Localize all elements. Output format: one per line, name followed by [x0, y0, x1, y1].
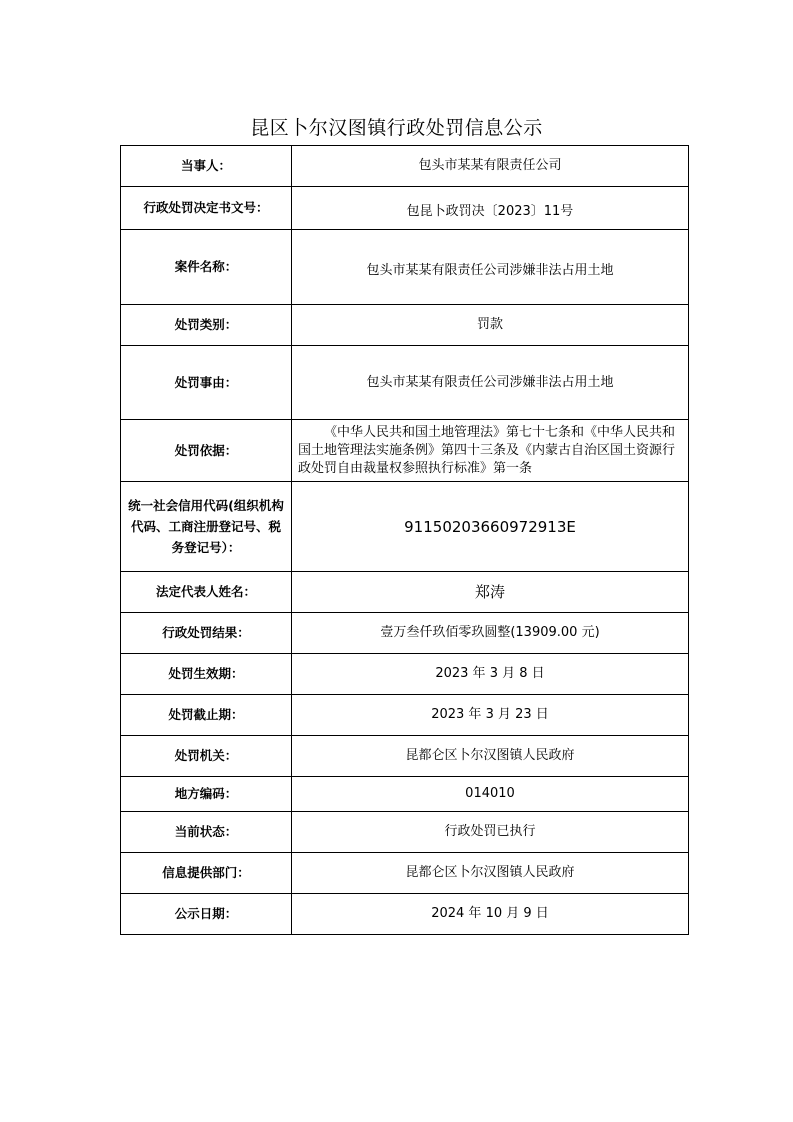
penalty-info-table — [120, 145, 689, 935]
table-row — [121, 187, 689, 230]
field-value: 行政处罚已执行 — [292, 812, 689, 853]
field-value: 郑涛 — [292, 572, 689, 613]
table-row — [121, 812, 689, 853]
field-value: 2024 年 10 月 9 日 — [292, 894, 689, 935]
table-row — [121, 777, 689, 812]
field-label: 处罚依据： — [121, 420, 292, 482]
table-row — [121, 572, 689, 613]
field-value: 包头市某某有限责任公司 — [292, 146, 689, 187]
table-row — [121, 654, 689, 695]
field-label: 处罚机关： — [121, 736, 292, 777]
page-title: 昆区卜尔汉图镇行政处罚信息公示 — [250, 117, 543, 139]
field-label: 公示日期： — [121, 894, 292, 935]
field-value: 014010 — [292, 777, 689, 812]
field-value: 2023 年 3 月 8 日 — [292, 654, 689, 695]
field-value: 罚款 — [292, 305, 689, 346]
field-value: 包头市某某有限责任公司涉嫌非法占用土地 — [292, 230, 689, 305]
field-label: 处罚截止期： — [121, 695, 292, 736]
field-label: 当前状态： — [121, 812, 292, 853]
field-value: 昆都仑区卜尔汉图镇人民政府 — [292, 736, 689, 777]
table-row — [121, 420, 689, 482]
field-value: 包头市某某有限责任公司涉嫌非法占用土地 — [292, 346, 689, 420]
table-row — [121, 230, 689, 305]
field-label: 统一社会信用代码(组织机构代码、工商注册登记号、税务登记号）： — [121, 482, 292, 572]
table-row — [121, 305, 689, 346]
field-value: 《中华人民共和国土地管理法》第七十七条和《中华人民共和国土地管理法实施条例》第四十三条及《内蒙古自治区国土资源行政处罚自由裁量权参照执行标准》第一条 — [292, 420, 689, 482]
field-label: 行政处罚决定书文号： — [121, 187, 292, 230]
table-row — [121, 613, 689, 654]
field-label: 信息提供部门： — [121, 853, 292, 894]
field-label: 案件名称： — [121, 230, 292, 305]
field-value: 壹万叁仟玖佰零玖圆整(13909.00 元) — [292, 613, 689, 654]
field-label: 当事人： — [121, 146, 292, 187]
field-value: 2023 年 3 月 23 日 — [292, 695, 689, 736]
field-label: 地方编码： — [121, 777, 292, 812]
table-row — [121, 346, 689, 420]
field-label: 法定代表人姓名： — [121, 572, 292, 613]
table-row — [121, 146, 689, 187]
table-row — [121, 736, 689, 777]
table-row — [121, 482, 689, 572]
field-value: 昆都仑区卜尔汉图镇人民政府 — [292, 853, 689, 894]
field-label: 处罚类别： — [121, 305, 292, 346]
table-row — [121, 894, 689, 935]
field-value: 包昆卜政罚决〔2023〕11号 — [292, 187, 689, 230]
field-label: 处罚事由： — [121, 346, 292, 420]
table-row — [121, 695, 689, 736]
table-row — [121, 853, 689, 894]
field-value: 91150203660972913E — [292, 482, 689, 572]
field-label: 处罚生效期： — [121, 654, 292, 695]
field-label: 行政处罚结果： — [121, 613, 292, 654]
